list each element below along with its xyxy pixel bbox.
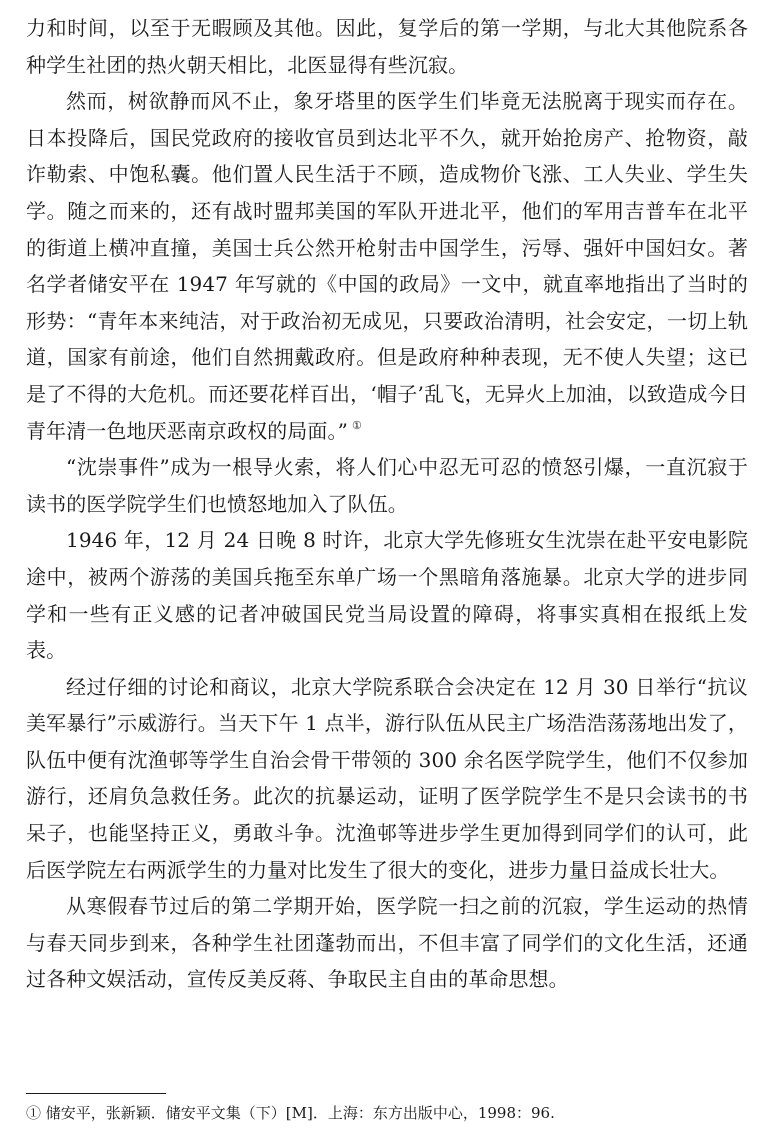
paragraph-5 [26, 669, 748, 889]
footnote-divider [26, 1093, 166, 1094]
paragraph-1 [26, 10, 748, 83]
paragraph-6-text: 从寒假春节过后的第二学期开始，医学院一扫之前的沉寂，学生运动的热情与春天同步到来，各种学生社团蓬勃而出，不但丰富了同学们的文化生活，还通过各种文娱活动，宣传反美反蒋、争取民主自由的革命思想。 [26, 894, 748, 992]
footnote [26, 1101, 748, 1125]
paragraph-2-text: 然而，树欲静而风不止，象牙塔里的医学生们毕竟无法脱离于现实而存在。日本投降后，国民党政府的接收官员到达北平不久，就开始抢房产、抢物资，敲诈勒索、中饱私囊。他们置人民生活于不顾，造成物价飞涨、工人失业、学生失学。随之而来的，还有战时盟邦美国的军队开进北平，他们的军用吉普车在北平的街道上横冲直撞，美国士兵公然开枪射击中国学生，污辱、强奸中国妇女。著名学者储安平在 1947 年写就的《中国的政局》一文中，就直率地指出了当时的形势：“青年本来纯洁，对于政治初无成见，只要政治清明，社会安定，一切上轨道，国家有前途，他们自然拥戴政府。但是政府种种表现，无不使人失望；这已是了不得的大危机。而还要花样百出，‘帽子’乱飞，无异火上加油，以致造成今日青年清一色地厌恶南京政权的局面。” [26, 89, 748, 443]
footnote-text: ① 储安平，张新颖．储安平文集（下）[M]．上海：东方出版中心，1998：96. [26, 1104, 555, 1122]
paragraph-5-text: 经过仔细的讨论和商议，北京大学院系联合会决定在 12 月 30 日举行“抗议美军暴行”示威游行。当天下午 1 点半，游行队伍从民主广场浩浩荡荡地出发了，队伍中便有沈渔邨等学生自治会骨干带领的 300 余名医学院学生，他们不仅参加游行，还肩负急救任务。此次的抗暴运动，证明了医学院学生不是只会读书的书呆子，也能坚持正义，勇敢斗争。沈渔邨等进步学生更加得到同学们的认可，此后医学院左右两派学生的力量对比发生了很大的变化，进步力量日益成长壮大。 [26, 674, 748, 882]
document-body [26, 10, 748, 998]
paragraph-3 [26, 449, 748, 522]
paragraph-1-text: 力和时间，以至于无暇顾及其他。因此，复学后的第一学期，与北大其他院系各种学生社团的热火朝天相比，北医显得有些沉寂。 [26, 16, 748, 77]
paragraph-6 [26, 888, 748, 998]
paragraph-2 [26, 83, 748, 449]
paragraph-4 [26, 522, 748, 668]
footnote-reference[interactable]: ① [351, 418, 362, 432]
paragraph-3-text: “沈崇事件”成为一根导火索，将人们心中忍无可忍的愤怒引爆，一直沉寂于读书的医学院学生们也愤怒地加入了队伍。 [26, 455, 748, 516]
paragraph-4-text: 1946 年，12 月 24 日晚 8 时许，北京大学先修班女生沈崇在赴平安电影院途中，被两个游荡的美国兵拖至东单广场一个黑暗角落施暴。北京大学的进步同学和一些有正义感的记者冲破国民党当局设置的障碍，将事实真相在报纸上发表。 [26, 528, 748, 663]
